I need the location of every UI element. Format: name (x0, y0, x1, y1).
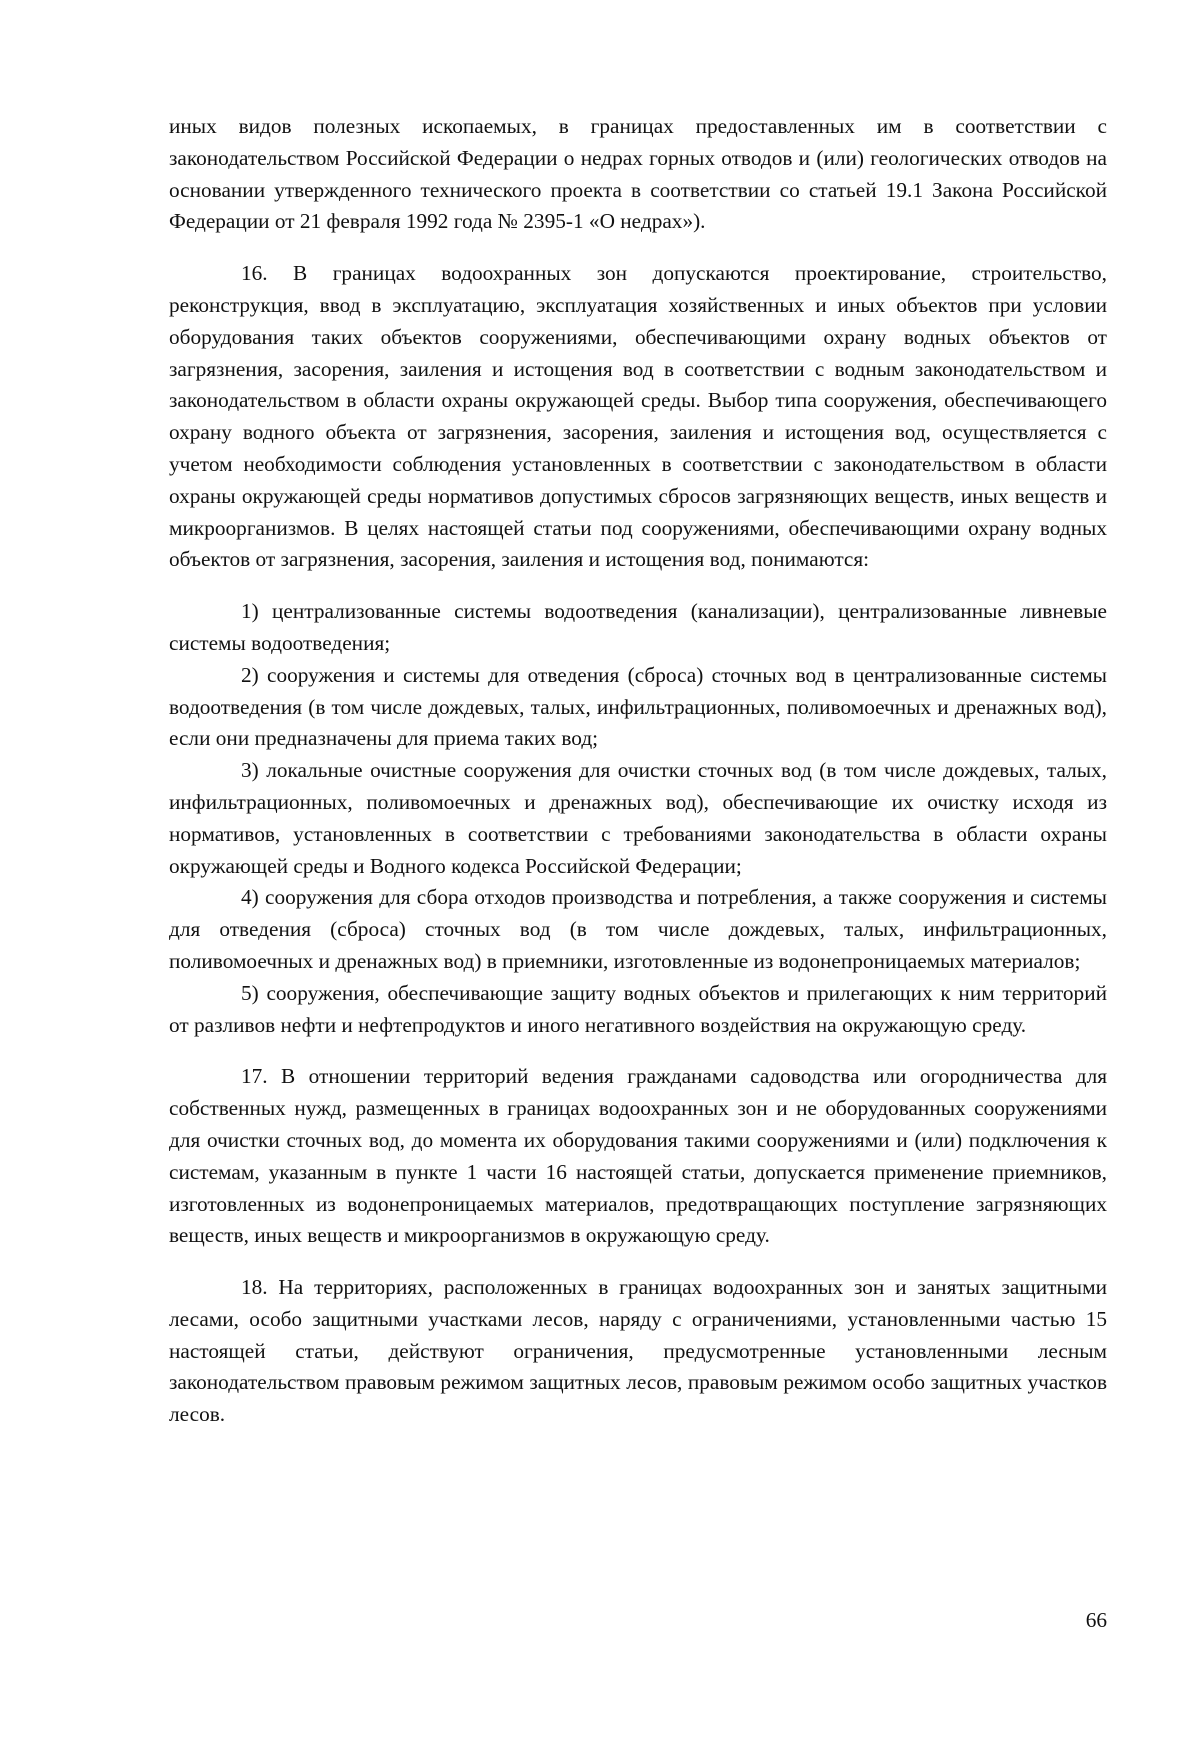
page-number: 66 (1085, 1608, 1107, 1632)
paragraph-17: 17. В отношении территорий ведения гражданами садоводства или огородничества для собственных нужд, размещенных в границах водоохранных зон и не оборудованных сооружениями для очистки сточных вод, до момента их оборудования такими сооружениями и (или) подключения к системам, указанным в пункте 1 части 16 настоящей статьи, допускается применение приемников, изготовленных из водонепроницаемых материалов, предотвращающих поступление загрязняющих веществ, иных веществ и микроорганизмов в окружающую среду. (169, 1064, 1107, 1248)
paragraph-continuation: иных видов полезных ископаемых, в границах предоставленных им в соответствии с законодательством Российской Федерации о недрах горных отводов и (или) геологических отводов на основании утвержденного технического проекта в соответствии со статьей 19.1 Закона Российской Федерации от 21 февраля 1992 года № 2395-1 «О недрах»). (169, 114, 1107, 234)
list-item-5: 5) сооружения, обеспечивающие защиту водных объектов и прилегающих к ним территорий от разливов нефти и нефтепродуктов и иного негативного воздействия на окружающую среду. (169, 980, 1107, 1037)
document-page (169, 111, 1107, 1431)
paragraph-16: 16. В границах водоохранных зон допускаются проектирование, строительство, реконструкция, ввод в эксплуатацию, эксплуатация хозяйственных и иных объектов при условии оборудования таких объектов сооружениями, обеспечивающими охрану водных объектов от загрязнения, засорения, заиления и истощения вод в соответствии с водным законодательством и законодательством в области охраны окружающей среды. Выбор типа сооружения, обеспечивающего охрану водного объекта от загрязнения, засорения, заиления и истощения вод, осуществляется с учетом необходимости соблюдения установленных в соответствии с законодательством в области охраны окружающей среды нормативов допустимых сбросов загрязняющих веществ, иных веществ и микроорганизмов. В целях настоящей статьи под сооружениями, обеспечивающими охрану водных объектов от загрязнения, засорения, заиления и истощения вод, понимаются: (169, 261, 1107, 572)
paragraph-18: 18. На территориях, расположенных в границах водоохранных зон и занятых защитными лесами, особо защитными участками лесов, наряду с ограничениями, установленными частью 15 настоящей статьи, действуют ограничения, предусмотренные установленными лесным законодательством правовым режимом защитных лесов, правовым режимом особо защитных участков лесов. (169, 1275, 1107, 1427)
list-item-1: 1) централизованные системы водоотведения (канализации), централизованные ливневые системы водоотведения; (169, 599, 1107, 655)
list-item-3: 3) локальные очистные сооружения для очистки сточных вод (в том числе дождевых, талых, инфильтрационных, поливомоечных и дренажных вод), обеспечивающие их очистку исходя из нормативов, установленных в соответствии с требованиями законодательства в области охраны окружающей среды и Водного кодекса Российской Федерации; (169, 758, 1107, 878)
list-item-4: 4) сооружения для сбора отходов производства и потребления, а также сооружения и системы для отведения (сброса) сточных вод (в том числе дождевых, талых, инфильтрационных, поливомоечных и дренажных вод) в приемники, изготовленные из водонепроницаемых материалов; (169, 885, 1107, 973)
list-item-2: 2) сооружения и системы для отведения (сброса) сточных вод в централизованные системы водоотведения (в том числе дождевых, талых, инфильтрационных, поливомоечных и дренажных вод), если они предназначены для приема таких вод; (169, 662, 1107, 751)
